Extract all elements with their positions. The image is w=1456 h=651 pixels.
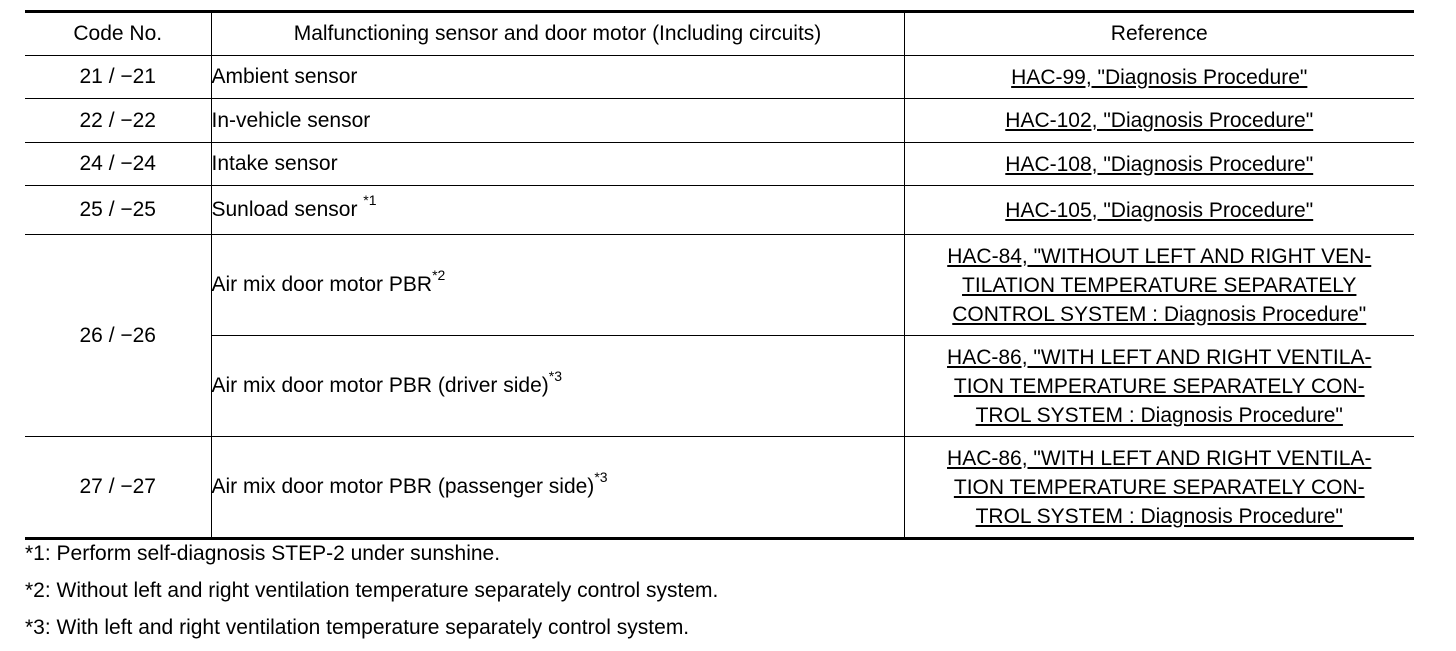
code-cell: 22 / −22 — [25, 99, 211, 143]
reference-link[interactable]: HAC-105, "Diagnosis Procedure" — [1005, 198, 1314, 222]
code-cell: 21 / −21 — [25, 56, 211, 99]
table-row — [25, 437, 1414, 539]
reference-cell — [904, 235, 1414, 336]
reference-link[interactable]: HAC-102, "Diagnosis Procedure" — [1005, 109, 1314, 132]
reference-link[interactable]: HAC-108, "Diagnosis Procedure" — [1005, 152, 1314, 176]
reference-cell — [904, 437, 1414, 539]
description-cell — [211, 437, 904, 539]
code-cell: 25 / −25 — [25, 186, 211, 235]
reference-line: TION TEMPERATURE SEPARATELY CON- — [953, 475, 1365, 499]
header-reference: Reference — [904, 12, 1414, 56]
reference-cell — [904, 186, 1414, 235]
table-row — [25, 99, 1414, 143]
description-cell — [211, 235, 904, 336]
reference-line: TROL SYSTEM : Diagnosis Procedure" — [975, 403, 1343, 427]
description-cell — [211, 99, 904, 143]
footnote-marker: *1 — [363, 192, 377, 208]
reference-line: HAC-84, "WITHOUT LEFT AND RIGHT VEN- — [947, 244, 1372, 268]
reference-line: TROL SYSTEM : Diagnosis Procedure" — [975, 504, 1343, 528]
header-code: Code No. — [25, 12, 211, 56]
footnotes — [25, 540, 718, 651]
description-text: Air mix door motor PBR — [211, 273, 433, 296]
reference-line: TILATION TEMPERATURE SEPARATELY — [962, 273, 1357, 297]
reference-link[interactable] — [947, 242, 1371, 329]
footnote-marker: *2 — [432, 267, 446, 283]
footnote-marker: *3 — [594, 469, 608, 485]
description-text: Ambient sensor — [211, 65, 358, 88]
footnote-2: *2: Without left and right ventilation temperature separately control system. — [25, 579, 719, 602]
reference-link[interactable] — [947, 343, 1371, 430]
description-text: In-vehicle sensor — [211, 108, 371, 132]
table-header-row — [25, 12, 1414, 56]
reference-cell — [904, 56, 1414, 99]
footnote-marker: *3 — [548, 368, 562, 384]
footnote-3: *3: With left and right ventilation temperature separately control system. — [25, 616, 690, 639]
reference-link[interactable] — [947, 444, 1371, 531]
footnote-1: *1: Perform self-diagnosis STEP-2 under sunshine. — [25, 542, 501, 565]
description-cell — [211, 336, 904, 437]
reference-line: TION TEMPERATURE SEPARATELY CON- — [953, 374, 1365, 398]
code-cell: 24 / −24 — [25, 143, 211, 186]
description-cell — [211, 56, 904, 99]
header-description: Malfunctioning sensor and door motor (Including circuits) — [211, 12, 904, 56]
description-cell — [211, 143, 904, 186]
table-row — [25, 143, 1414, 186]
reference-line: HAC-86, "WITH LEFT AND RIGHT VENTILA- — [947, 446, 1372, 470]
reference-cell — [904, 99, 1414, 143]
table-row — [25, 186, 1414, 235]
table-row — [25, 56, 1414, 99]
description-text: Sunload sensor — [211, 198, 364, 221]
description-text: Intake sensor — [211, 152, 338, 175]
reference-line: CONTROL SYSTEM : Diagnosis Procedure" — [952, 302, 1367, 326]
description-cell — [211, 186, 904, 235]
code-cell: 26 / −26 — [25, 235, 211, 437]
reference-cell — [904, 336, 1414, 437]
table-row — [25, 336, 1414, 437]
reference-line: HAC-86, "WITH LEFT AND RIGHT VENTILA- — [947, 345, 1372, 369]
code-cell: 27 / −27 — [25, 437, 211, 539]
reference-link[interactable]: HAC-99, "Diagnosis Procedure" — [1011, 65, 1308, 89]
diagnosis-table — [25, 10, 1414, 540]
table-row — [25, 235, 1414, 336]
description-text: Air mix door motor PBR (passenger side) — [211, 475, 595, 498]
description-text: Air mix door motor PBR (driver side) — [211, 374, 549, 397]
reference-cell — [904, 143, 1414, 186]
